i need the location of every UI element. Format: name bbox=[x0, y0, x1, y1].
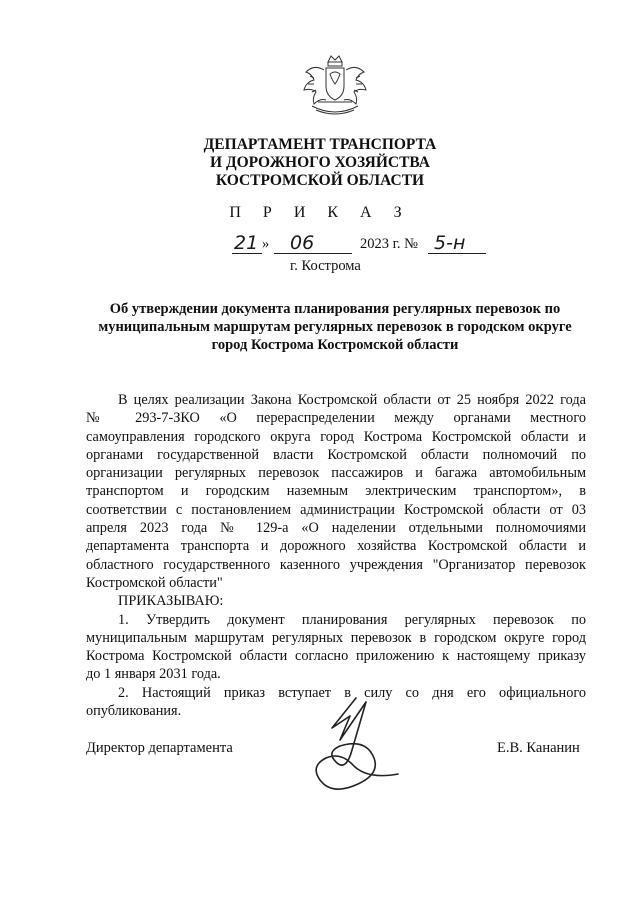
order-month: 06 bbox=[290, 232, 315, 254]
order-title: П Р И К А З bbox=[229, 204, 411, 221]
order-year: 2023 г. № bbox=[360, 236, 419, 252]
text-line: соответствии с постановлением администрации Костромской области от 03 bbox=[86, 501, 586, 518]
text-line: опубликования. bbox=[86, 703, 182, 720]
order-number: 5-н bbox=[434, 232, 466, 254]
text-line: областного государственного казенного учреждения "Организатор перевозок bbox=[86, 556, 586, 573]
text-line: самоуправления городского округа город Кострома Костромской области и bbox=[86, 428, 586, 445]
text-line: В целях реализации Закона Костромской области от 25 ноября 2022 года bbox=[118, 392, 586, 408]
signatory-name: Е.В. Кананин bbox=[497, 740, 580, 756]
text-line: № 293-7-ЗКО «О перераспределении между органами местного bbox=[86, 410, 586, 427]
text-line: транспортом и городским наземным электрическим транспортом», в bbox=[86, 483, 586, 500]
text-line: 1. Утвердить документ планирования регулярных перевозок по bbox=[118, 611, 586, 628]
coat-of-arms-icon bbox=[298, 52, 372, 118]
order-city: г. Кострома bbox=[290, 258, 361, 274]
handwritten-signature-icon bbox=[296, 692, 408, 800]
order-day: 21 bbox=[234, 232, 259, 254]
text-line: организации регулярных перевозок пассажиров и багажа автомобильным bbox=[86, 465, 586, 482]
text-line: Костромской области" bbox=[86, 574, 223, 591]
text-line: департамента транспорта и дорожного хозяйства Костромской области и bbox=[86, 538, 586, 555]
preamble-paragraph bbox=[86, 391, 586, 720]
text-line: Кострома Костромской области согласно приложению к настоящему приказу bbox=[86, 648, 586, 665]
department-name-line-3: КОСТРОМСКОЙ ОБЛАСТИ bbox=[215, 172, 425, 189]
department-name-line-2: И ДОРОЖНОГО ХОЗЯЙСТВА bbox=[210, 154, 430, 171]
subject-line: муниципальным маршрутам регулярных перевозок в городском округе bbox=[98, 319, 572, 335]
text-line: муниципальным маршрутам регулярных перевозок в городском округе город bbox=[86, 629, 586, 646]
text-line: апреля 2023 года № 129-а «О наделении отдельными полномочиями bbox=[86, 520, 586, 537]
subject-line: город Кострома Костромской области bbox=[211, 337, 459, 353]
subject-line: Об утверждении документа планирования регулярных перевозок по bbox=[109, 301, 561, 317]
order-subject bbox=[80, 300, 590, 354]
department-name-line-1: ДЕПАРТАМЕНТ ТРАНСПОРТА bbox=[203, 136, 437, 153]
text-line: органами государственной власти Костромской области полномочий по bbox=[86, 446, 586, 463]
decree-word: ПРИКАЗЫВАЮ: bbox=[118, 593, 224, 610]
order-date-number: 21 » 06 2023 г. № 5-н bbox=[232, 236, 492, 258]
text-line: до 1 января 2031 года. bbox=[86, 666, 221, 683]
text-line: 2. Настоящий приказ вступает в силу со дня его официального bbox=[118, 684, 586, 701]
signatory-position: Директор департамента bbox=[86, 740, 233, 756]
